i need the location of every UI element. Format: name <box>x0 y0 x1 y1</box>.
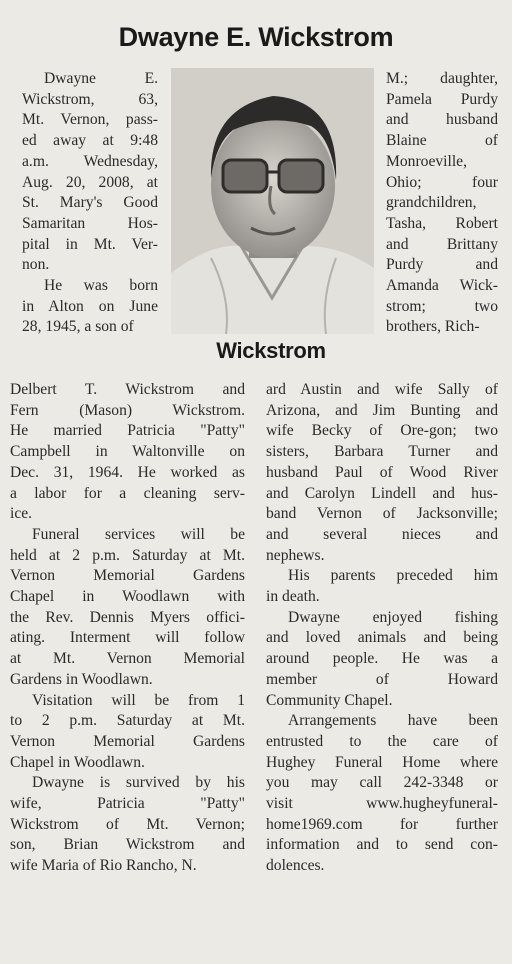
text-line: Tasha, Robert <box>386 214 498 232</box>
text-line: Monroeville, <box>386 152 467 170</box>
photo-caption: Wickstrom <box>216 338 326 363</box>
column-left-bottom <box>10 380 245 877</box>
text-line: husband Paul of Wood River <box>266 463 498 481</box>
text-line: a.m. Wednesday, <box>22 152 158 170</box>
text-line: grandchildren, <box>386 194 477 212</box>
text-line: Wickstrom of Mt. Vernon; <box>10 815 245 833</box>
text-line: and Brittany <box>386 235 498 253</box>
text-line: wife Maria of Rio Rancho, N. <box>10 857 197 875</box>
text-line: entrusted to the care of <box>266 732 498 750</box>
text-line: Campbell in Waltonville on <box>10 443 245 461</box>
text-line: His parents preceded him <box>288 567 498 585</box>
text-line: and loved animals and being <box>266 629 498 647</box>
text-line: around people. He was a <box>266 650 498 668</box>
text-line: wife Becky of Ore-gon; two <box>266 422 498 440</box>
column-right-top <box>386 69 498 338</box>
text-line: home1969.com for further <box>266 815 498 833</box>
text-line: Blaine of <box>386 132 498 150</box>
text-line: Vernon Memorial Gardens <box>10 732 245 750</box>
text-line: Delbert T. Wickstrom and <box>10 381 245 398</box>
text-line: to 2 p.m. Saturday at Mt. <box>10 712 245 730</box>
text-line: Hughey Funeral Home where <box>266 753 498 771</box>
text-line: and several nieces and <box>266 525 498 543</box>
portrait-illustration <box>171 68 374 334</box>
text-line: St. Mary's Good <box>22 194 158 212</box>
obituary-headline: Dwayne E. Wickstrom <box>118 22 394 52</box>
text-line: Aug. 20, 2008, at <box>22 173 158 191</box>
text-line: Dwayne enjoyed fishing <box>288 608 498 626</box>
text-line: band Vernon of Jacksonville; <box>266 505 498 523</box>
text-line: ating. Interment will follow <box>10 629 245 647</box>
text-line: nephews. <box>266 546 325 564</box>
text-line: visit www.hugheyfuneral- <box>266 795 498 813</box>
text-line: Arrangements have been <box>288 712 498 730</box>
text-line: and husband <box>386 111 498 129</box>
text-line: and Carolyn Lindell and hus- <box>266 484 498 502</box>
column-left-top <box>22 69 158 338</box>
text-line: Funeral services will be <box>32 525 245 543</box>
text-line: son, Brian Wickstrom and <box>10 836 245 854</box>
text-line: 28, 1945, a son of <box>22 318 134 336</box>
text-line: He married Patricia "Patty" <box>10 422 245 440</box>
text-line: wife, Patricia "Patty" <box>10 795 245 813</box>
text-line: Community Chapel. <box>266 691 393 709</box>
portrait-photo <box>171 68 374 334</box>
text-line: Amanda Wick- <box>386 277 498 295</box>
text-line: in Alton on June <box>22 297 158 315</box>
text-line: Gardens in Woodlawn. <box>10 670 153 688</box>
text-line: at Mt. Vernon Memorial <box>10 650 245 668</box>
text-line: information and to send con- <box>266 836 498 854</box>
text-line: Chapel in Woodlawn. <box>10 753 145 771</box>
text-line: held at 2 p.m. Saturday at Mt. <box>10 546 245 564</box>
text-line: you may call 242-3348 or <box>266 774 498 792</box>
text-line: Purdy and <box>386 256 498 274</box>
text-line: ard Austin and wife Sally of <box>266 381 498 398</box>
text-line: He was born <box>44 277 158 295</box>
text-line: M.; daughter, <box>386 70 498 87</box>
text-line: sisters, Barbara Turner and <box>266 443 498 461</box>
text-line: member of Howard <box>266 670 498 688</box>
text-line: ed away at 9:48 <box>22 132 158 150</box>
text-line: Fern (Mason) Wickstrom. <box>10 401 245 419</box>
text-line: Dwayne E. <box>44 70 158 87</box>
text-line: Samaritan Hos- <box>22 214 158 232</box>
text-line: Wickstrom, 63, <box>22 90 158 108</box>
text-line: dolences. <box>266 857 325 875</box>
text-line: Dwayne is survived by his <box>32 774 245 792</box>
text-line: Ohio; four <box>386 173 498 191</box>
text-line: Mt. Vernon, pass- <box>22 111 158 129</box>
column-right-bottom <box>266 380 498 877</box>
text-line: strom; two <box>386 297 498 315</box>
text-line: ice. <box>10 505 33 523</box>
text-line: non. <box>22 256 50 274</box>
text-line: pital in Mt. Ver- <box>22 235 158 253</box>
text-line: Dec. 31, 1964. He worked as <box>10 463 245 481</box>
text-line: Chapel in Woodlawn with <box>10 588 245 606</box>
text-line: Arizona, and Jim Bunting and <box>266 401 498 419</box>
text-line: Vernon Memorial Gardens <box>10 567 245 585</box>
text-line: Pamela Purdy <box>386 90 498 108</box>
text-line: brothers, Rich- <box>386 318 480 336</box>
text-line: a labor for a cleaning serv- <box>10 484 245 502</box>
text-line: the Rev. Dennis Myers offici- <box>10 608 245 626</box>
text-line: Visitation will be from 1 <box>32 691 245 709</box>
text-line: in death. <box>266 588 320 606</box>
